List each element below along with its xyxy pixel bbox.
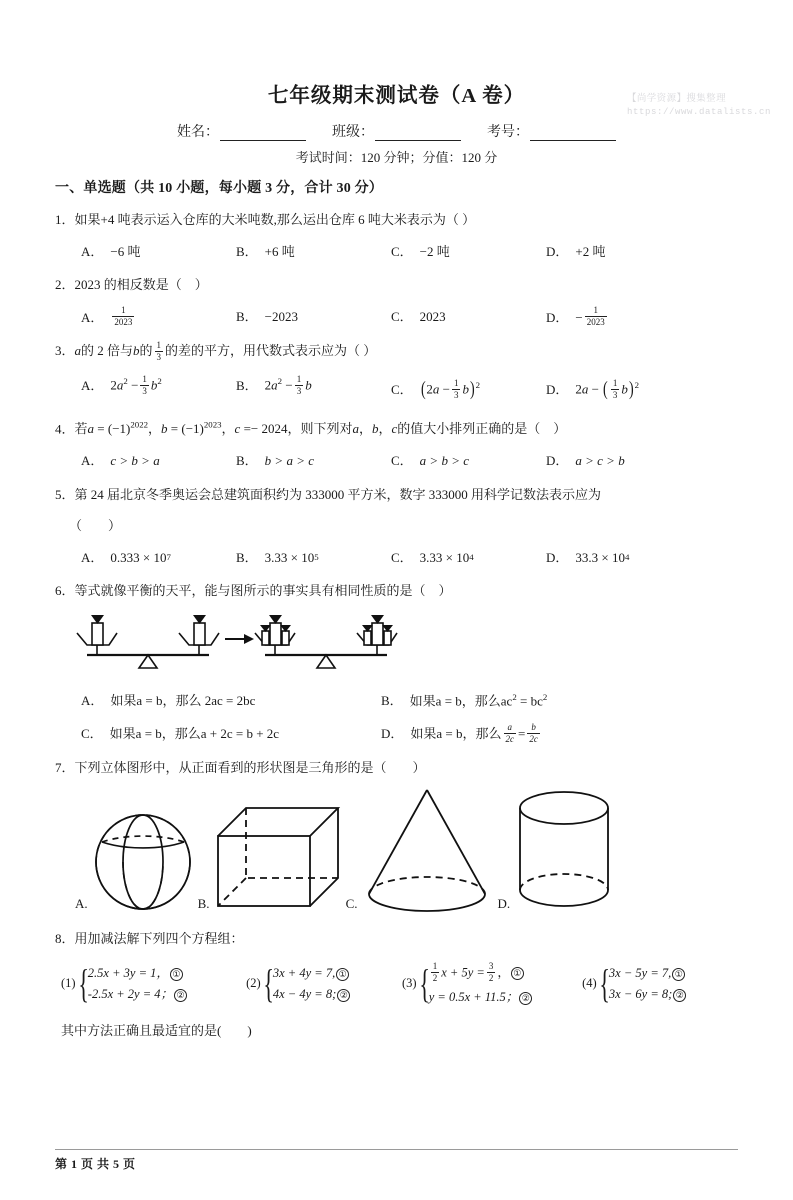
option-b-text: 如果a = b，那么$ac^2 = bc^2$ (409, 692, 548, 709)
option-d-exponent: 4 (624, 552, 630, 563)
option-b-text: b > a > c (264, 453, 314, 469)
shape-option-a[interactable] (75, 784, 196, 916)
question-2-number: 2． (55, 277, 75, 293)
system-1-index: (1) (61, 976, 76, 991)
option-c[interactable] (391, 548, 546, 568)
question-5-text: 第 24 届北京冬季奥运会总建筑面积约为 333000 平方米，数字 333000 用科学记数法表示应为 (74, 486, 602, 502)
option-a-label: A． (81, 453, 104, 469)
class-field-line[interactable] (375, 127, 461, 141)
option-c[interactable] (81, 724, 381, 744)
brace-icon: { (418, 961, 430, 1006)
fraction-numerator: 1 (156, 339, 162, 350)
equation-tag: ② (337, 989, 350, 1002)
option-b[interactable] (236, 451, 391, 471)
question-4 (55, 419, 738, 472)
option-d-expression: 2a − ( $\frac{1}{3}$ b)$^2$ (575, 377, 639, 400)
brace-icon: { (77, 961, 89, 1006)
fraction-numerator: 1 (593, 305, 598, 316)
system-3-index: (3) (401, 976, 417, 991)
option-d-text: 如果a = b，那么 (410, 726, 502, 742)
option-d-mantissa: 33.3 × 10 (575, 549, 625, 565)
option-a[interactable] (81, 307, 236, 328)
option-a-exponent: 7 (166, 552, 171, 563)
option-d-fraction (585, 306, 607, 327)
system-4-index: (4) (582, 976, 597, 991)
equation-tag: ② (673, 989, 686, 1002)
option-d[interactable] (546, 548, 701, 568)
option-d-label: D． (546, 309, 569, 325)
option-a-label: A． (81, 549, 104, 565)
equation-tag: ① (672, 968, 685, 981)
shape-c-label: C. (345, 895, 358, 911)
option-b[interactable] (236, 242, 391, 262)
option-c-mantissa: 3.33 × 10 (419, 549, 470, 565)
watermark-line-1: 【尚学资源】搜集整理 (626, 94, 726, 104)
question-6-text: 等式就像平衡的天平，能与图所示的事实具有相同性质的是（ ） (74, 582, 452, 598)
option-a[interactable] (81, 242, 236, 262)
variable-b: b (133, 343, 140, 359)
question-6 (55, 581, 738, 745)
option-b-expression: $2a^2$ − $\frac{1}{3}$ b (264, 373, 312, 396)
exam-meta: 考试时间：120 分钟；分值：120 分 (295, 150, 498, 165)
question-7-shapes (55, 784, 738, 916)
shape-option-c[interactable] (346, 784, 496, 916)
student-info-row (55, 121, 738, 141)
system-1-line-2: -2.5x + 2y = 4； ② (88, 987, 187, 1002)
option-b-exponent: 5 (314, 552, 319, 563)
page-footer: 第 1 页 共 5 页 (55, 1157, 136, 1171)
question-4-options (55, 451, 738, 471)
system-3-line-1: $\frac{1}{2}$ x + 5y = $\frac{3}{2}$ ， ① (429, 963, 533, 984)
system-4-line-1: 3x − 5y = 7, ① (609, 966, 686, 981)
equation-system-4[interactable] (582, 961, 738, 1006)
question-2-text: 2023 的相反数是（ ） (74, 277, 208, 293)
name-field-label: 姓名： (177, 125, 219, 140)
question-1 (55, 210, 738, 262)
option-c-label: C． (391, 244, 413, 260)
fraction-denominator: 2023 (586, 317, 605, 328)
option-d[interactable] (546, 307, 701, 328)
option-c[interactable] (391, 375, 546, 406)
question-6-options-row-1 (55, 691, 738, 711)
option-c-label: C． (391, 309, 413, 325)
question-5-stem-line-2: （ ） (69, 517, 122, 533)
question-8-number: 8． (55, 930, 75, 946)
option-c[interactable] (391, 242, 546, 262)
question-3-stem (55, 341, 738, 363)
cuboid-icon (212, 784, 344, 916)
option-d-fraction-right: $\frac{b}{2c}$ (529, 721, 538, 744)
option-c-text: −2 吨 (419, 244, 450, 260)
option-b-text: +6 吨 (264, 244, 295, 260)
variable-a: a (74, 343, 82, 359)
option-a-fraction (112, 306, 134, 327)
question-8-text: 用加减法解下列四个方程组： (74, 930, 244, 946)
option-d[interactable] (546, 242, 701, 262)
question-8-systems (55, 963, 738, 1005)
system-2-index: (2) (246, 976, 261, 991)
exam-page (0, 78, 793, 1200)
option-c-label: C． (391, 382, 413, 398)
question-4-stem (55, 419, 738, 439)
question-8-stem (55, 929, 738, 949)
question-7-text: 下列立体图形中，从正面看到的形状图是三角形的是（ ） (74, 759, 426, 775)
option-c-expression: (2a − $\frac{1}{3}$ b)$^2$ (420, 377, 481, 400)
option-c[interactable] (391, 451, 546, 471)
option-d-fraction-left: $\frac{a}{2c}$ (505, 721, 514, 744)
option-d-label: D． (546, 549, 569, 565)
question-4-number: 4． (55, 421, 75, 437)
option-a[interactable] (81, 691, 381, 711)
shape-b-label: B. (197, 895, 210, 911)
section-title: 一、单选题（共 10 小题，每小题 3 分，合计 30 分） (55, 181, 383, 196)
option-b[interactable] (236, 307, 391, 327)
page-title: 七年级期末测试卷（A 卷） (267, 85, 526, 107)
question-2-options (55, 307, 738, 328)
system-3-line-2: y = 0.5x + 11.5； ② (429, 990, 533, 1005)
option-a[interactable] (81, 548, 236, 568)
question-1-options (55, 242, 738, 262)
question-1-number: 1． (55, 212, 75, 227)
option-b-label: B． (236, 309, 258, 325)
sphere-icon (90, 784, 196, 916)
question-8-tail: 其中方法正确且最适宜的是( ) (61, 1023, 252, 1038)
option-a-text: −6 吨 (110, 244, 141, 260)
system-2-line-1: 3x + 4y = 7, ① (273, 966, 350, 981)
question-6-options-row-2 (55, 721, 738, 745)
option-a[interactable] (81, 451, 236, 471)
equation-tag: ① (170, 968, 183, 981)
exam-number-field-label: 考号： (487, 125, 529, 140)
question-7-stem (55, 758, 738, 778)
option-a-mantissa: 0.333 × 10 (110, 549, 167, 565)
option-c-text: 2023 (419, 309, 446, 325)
balance-scale-diagram (55, 611, 738, 679)
exam-number-field-line[interactable] (530, 127, 616, 141)
option-b-label: B． (236, 549, 258, 565)
option-a-label: A． (81, 244, 104, 260)
option-d-label: D． (546, 244, 569, 260)
shape-a-label: A. (75, 895, 88, 911)
system-1-line-1: 2.5x + 3y = 1， ① (88, 966, 187, 981)
option-d-label: D． (546, 382, 569, 398)
question-7-number: 7． (55, 759, 75, 775)
option-a-text: 如果a = b，那么 2ac = 2bc (110, 693, 256, 709)
exam-number-field[interactable] (487, 121, 616, 141)
option-d[interactable] (546, 375, 701, 406)
option-a[interactable] (81, 375, 236, 397)
shape-option-d[interactable] (497, 784, 616, 916)
option-c-label: C． (391, 549, 413, 565)
watermark-url: https://www.datalists.cn (626, 107, 771, 118)
question-6-stem (55, 581, 738, 601)
option-b-mantissa: 3.33 × 10 (264, 549, 315, 565)
name-field-line[interactable] (220, 127, 306, 141)
fraction-numerator: 1 (121, 305, 126, 316)
option-b-label: B． (236, 244, 258, 260)
option-a-label: A． (81, 377, 104, 393)
footer-divider (55, 1149, 738, 1150)
option-c[interactable] (391, 307, 546, 327)
option-b[interactable] (236, 375, 391, 397)
option-d-text: +2 吨 (575, 244, 606, 260)
equation-tag: ② (519, 992, 532, 1005)
question-1-stem (55, 210, 738, 230)
equation-tag: ② (174, 989, 187, 1002)
question-3-fraction (155, 341, 164, 362)
shape-option-b[interactable] (198, 784, 344, 916)
question-3 (55, 341, 738, 406)
name-field[interactable] (177, 121, 306, 141)
option-b-label: B． (236, 453, 258, 469)
equation-tag: ① (336, 968, 349, 981)
option-d-sign: − (575, 309, 583, 325)
option-c-text: a > b > c (419, 453, 469, 469)
option-c-label: C． (391, 453, 413, 469)
option-a-label: A． (81, 693, 104, 709)
equation-tag: ① (511, 967, 524, 980)
question-8 (55, 929, 738, 1041)
question-1-text: 如果+4 吨表示运入仓库的大米吨数,那么运出仓库 6 吨大米表示为（ ） (74, 212, 476, 227)
system-4-line-2: 3x − 6y = 8; ② (609, 987, 686, 1002)
brace-icon: { (599, 961, 610, 1006)
question-2-stem (55, 275, 738, 295)
option-b[interactable] (381, 691, 681, 711)
option-b-label: B． (381, 693, 403, 709)
fraction-denominator: 2023 (114, 317, 133, 328)
question-2 (55, 275, 738, 328)
option-b-text: −2023 (264, 309, 299, 325)
option-c-text: 如果a = b，那么a + 2c = b + 2c (109, 725, 280, 741)
option-a-expression: $2a^2$ − $\frac{1}{3}$ $b^2$ (110, 373, 162, 396)
option-a-text: c > b > a (110, 453, 160, 469)
option-d[interactable] (546, 451, 701, 471)
option-c-label: C． (81, 725, 103, 741)
system-2-line-2: 4x − 4y = 8; ② (273, 987, 350, 1002)
option-a-label: A． (81, 309, 104, 325)
option-b-label: B． (236, 377, 258, 393)
question-3-options (55, 375, 738, 406)
question-3-text-3: 的差的平方，用代数式表示应为（ ） (165, 343, 377, 359)
shape-d-label: D. (497, 895, 511, 911)
cone-icon (359, 784, 495, 916)
option-d-label: D． (381, 726, 404, 742)
option-c-exponent: 4 (469, 552, 474, 563)
option-d[interactable] (381, 721, 681, 745)
question-7 (55, 758, 738, 916)
question-5-options (55, 548, 738, 568)
question-5-stem (55, 485, 738, 505)
question-6-number: 6． (55, 582, 75, 598)
question-3-text-1: 的 2 倍与 (81, 343, 134, 359)
equation-system-2[interactable] (246, 961, 402, 1006)
equation-system-1[interactable] (61, 961, 246, 1006)
brace-icon: { (262, 961, 274, 1006)
option-b[interactable] (236, 548, 391, 568)
class-field[interactable] (332, 121, 461, 141)
question-3-text-2: 的 (139, 343, 153, 359)
option-d-text: a > c > b (575, 453, 625, 469)
question-4-text: 若$a = (-1)^{2022}$，$b = (-1)^{2023}$，c =− 2024，则下列对a，b，c的值大小排列正确的是（ ） (74, 419, 567, 437)
cylinder-icon (512, 784, 616, 916)
equals-sign: = (518, 726, 526, 742)
fraction-denominator: 3 (156, 351, 162, 362)
equation-system-3[interactable] (402, 963, 582, 1005)
question-5 (55, 485, 738, 568)
question-5-number: 5． (55, 486, 75, 502)
option-d-label: D． (546, 453, 569, 469)
class-field-label: 班级： (332, 125, 374, 140)
question-3-number: 3． (55, 343, 75, 359)
